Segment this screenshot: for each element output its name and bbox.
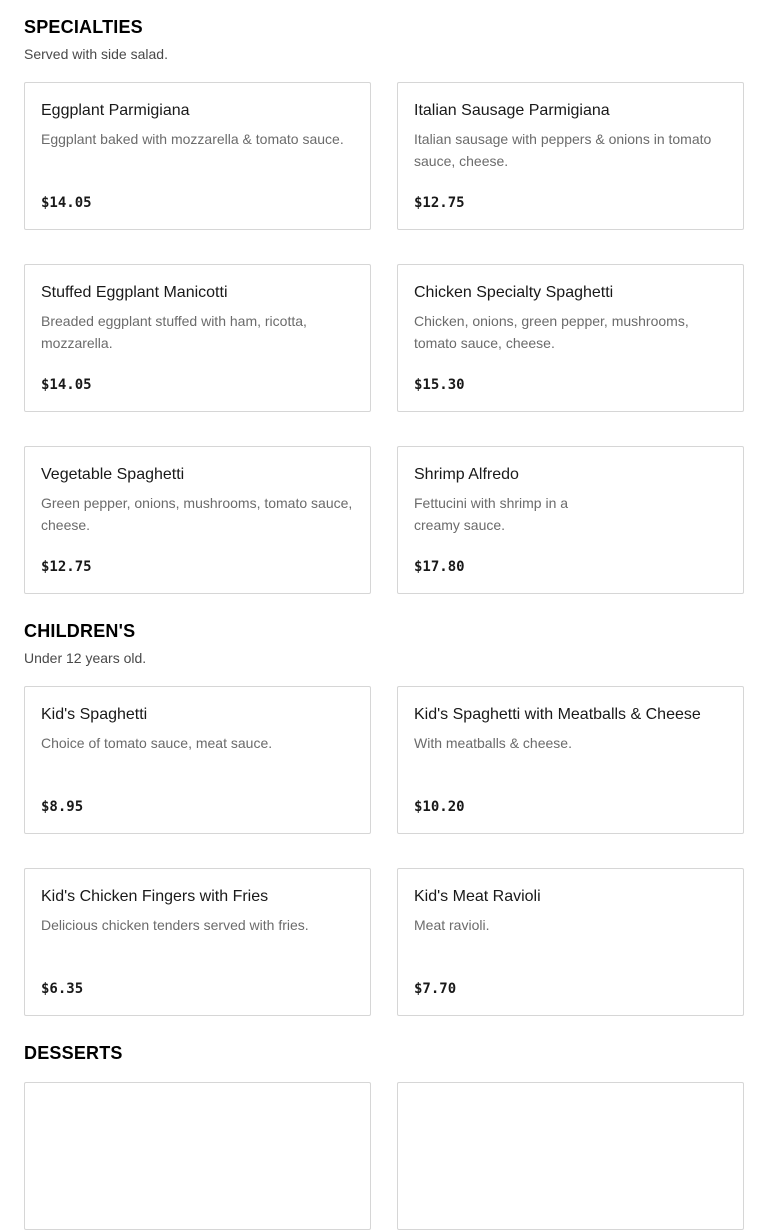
menu-item-price: $15.30 [414,377,465,393]
menu-item-description: Meat ravioli. [414,917,490,933]
menu-item-card[interactable] [24,264,371,412]
menu-item-name: Shrimp Alfredo [414,466,519,483]
menu-item-description: Fettucini with shrimp in a creamy sauce. [414,495,569,533]
menu-item-card[interactable] [24,82,371,230]
menu-item-price: $14.05 [41,377,92,393]
section-subtitle-childrens: Under 12 years old. [24,650,147,666]
menu-item-description: Eggplant baked with mozzarella & tomato sauce. [41,131,344,147]
menu-item-description: Delicious chicken tenders served with fries. [41,917,309,933]
menu-item-name: Stuffed Eggplant Manicotti [41,284,228,301]
menu-item-description: Choice of tomato sauce, meat sauce. [41,735,273,751]
menu-item-name: Eggplant Parmigiana [41,102,190,119]
menu-item-name: Kid's Meat Ravioli [414,888,541,905]
menu-item-price: $10.20 [414,799,465,815]
menu-item-name: Italian Sausage Parmigiana [414,102,610,119]
menu-item-price: $12.75 [41,559,92,575]
menu-item-price: $6.35 [41,981,84,997]
menu-item-description: Breaded eggplant stuffed with ham, ricotta, mozzarella. [41,313,307,351]
menu-item-price: $8.95 [41,799,84,815]
menu-item-name: Chicken Specialty Spaghetti [414,284,614,301]
menu-item-card[interactable] [397,82,744,230]
menu-item-description: Chicken, onions, green pepper, mushrooms, tomato sauce, cheese. [414,313,689,351]
menu-item-name: Kid's Spaghetti [41,706,148,723]
section-subtitle-specialties: Served with side salad. [24,46,168,62]
section-title-specialties: SPECIALTIES [24,17,143,37]
menu-item-name: Vegetable Spaghetti [41,466,185,483]
menu-item-price: $17.80 [414,559,465,575]
section-title-desserts: DESSERTS [24,1043,123,1063]
section-title-childrens: CHILDREN'S [24,621,136,641]
menu-item-price: $14.05 [41,195,92,211]
menu-item-price: $12.75 [414,195,465,211]
menu-item-card[interactable] [397,1082,744,1230]
menu-item-description: Italian sausage with peppers & onions in tomato sauce, cheese. [414,131,712,169]
menu-item-name: Kid's Chicken Fingers with Fries [41,888,269,905]
menu-item-card[interactable] [397,868,744,1016]
menu-item-card[interactable] [24,868,371,1016]
menu-item-price: $7.70 [414,981,457,997]
menu-item-card[interactable] [397,446,744,594]
menu-item-card[interactable] [24,1082,371,1230]
menu-item-card[interactable] [397,686,744,834]
menu-item-name: Kid's Spaghetti with Meatballs & Cheese [414,706,701,723]
menu-item-description: With meatballs & cheese. [414,735,572,751]
menu-item-card[interactable] [24,446,371,594]
menu-item-description: Green pepper, onions, mushrooms, tomato sauce, cheese. [41,495,353,533]
menu-item-card[interactable] [24,686,371,834]
menu-item-card[interactable] [397,264,744,412]
